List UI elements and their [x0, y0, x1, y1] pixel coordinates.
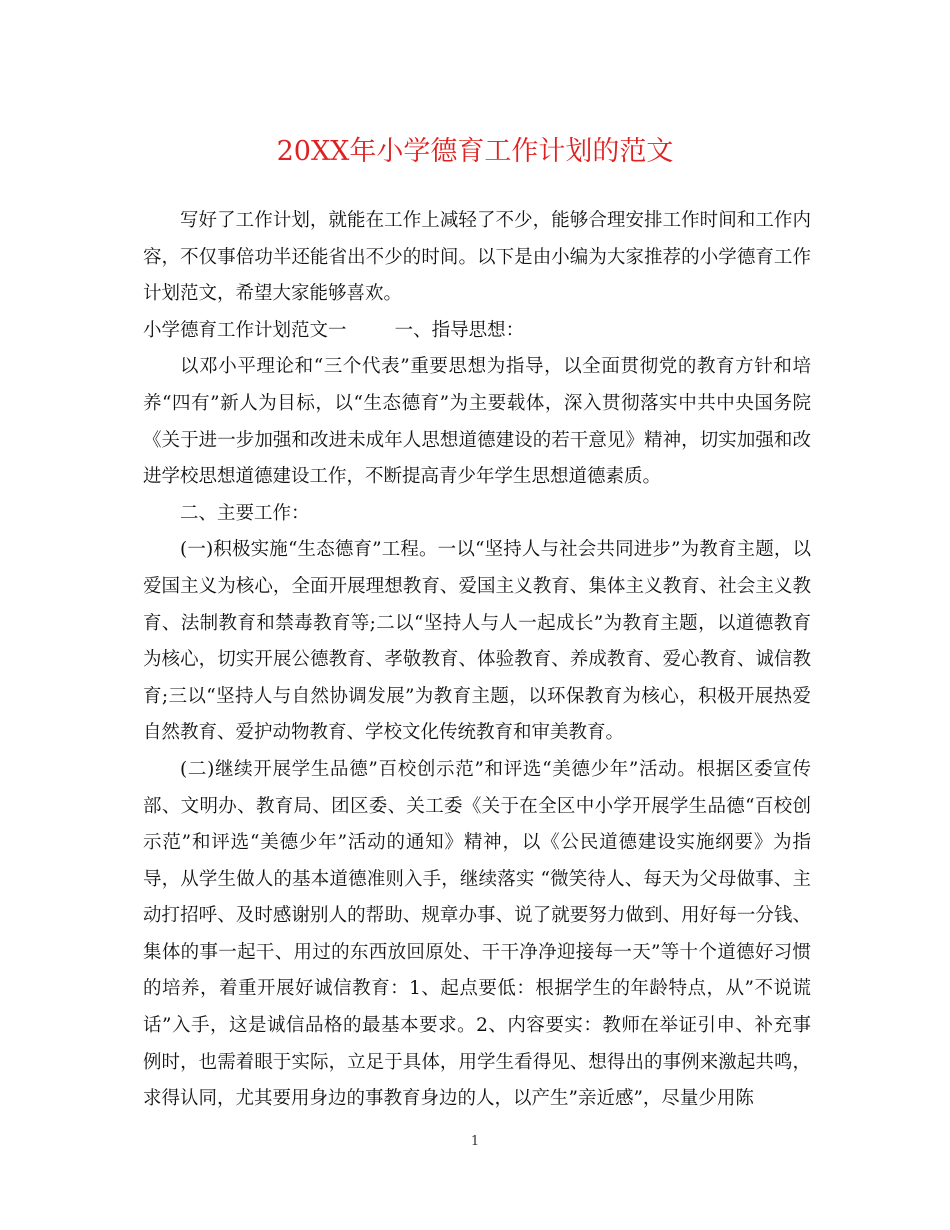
- section-label: 小学德育工作计划范文一: [143, 319, 347, 341]
- heading-main-work: 二、主要工作：: [180, 502, 310, 524]
- document-body: [143, 203, 811, 1118]
- guiding-ideology-paragraph: 以邓小平理论和“三个代表”重要思想为指导，以全面贯彻党的教育方针和培养“四有”新人为目标，以“生态德育”为主要载体，深入贯彻落实中共中央国务院《关于进一步加强和改进未成年人思想道德建设的若干意见》精神，切实加强和改进学校思想道德建设工作，不断提高青少年学生思想道德素质。: [143, 356, 811, 488]
- page-number: 1: [470, 1134, 480, 1149]
- intro-paragraph: 写好了工作计划，就能在工作上减轻了不少，能够合理安排工作时间和工作内容，不仅事倍功半还能省出不少的时间。以下是由小编为大家推荐的小学德育工作计划范文，希望大家能够喜欢。: [143, 210, 811, 305]
- heading-guiding-ideology: 一、指导思想：: [394, 319, 525, 341]
- section-line: [143, 313, 811, 350]
- document-title: 20XX年小学德育工作计划的范文: [276, 136, 674, 167]
- main-work-paragraph-1: (一)积极实施“生态德育”工程。一以“坚持人与社会共同进步”为教育主题，以爱国主义为核心，全面开展理想教育、爱国主义教育、集体主义教育、社会主义教育、法制教育和禁毒教育等;二以“坚持人与人一起成长”为教育主题，以道德教育为核心，切实开展公德教育、孝敬教育、体验教育、养成教育、爱心教育、诚信教育;三以“坚持人与自然协调发展”为教育主题，以环保教育为核心，积极开展热爱自然教育、爱护动物教育、学校文化传统教育和审美教育。: [143, 539, 811, 744]
- main-work-paragraph-2: (二)继续开展学生品德”百校创示范”和评选“美德少年”活动。根据区委宣传部、文明办、教育局、团区委、关工委《关于在全区中小学开展学生品德“百校创示范”和评选“美德少年”活动的通知》精神，以《公民道德建设实施纲要》为指导，从学生做人的基本道德准则入手，继续落实 “微笑待人、每天为父母做事、主动打招呼、及时感谢别人的帮助、规章办事、说了就要努力做到、用好每一分钱、集体的事一起干、用过的东西放回原处、干干净净迎接每一天”等十个道德好习惯的培养，着重开展好诚信教育：1、起点要低：根据学生的年龄特点，从”不说谎话”入手，这是诚信品格的最基本要求。2、内容要实：教师在举证引申、补充事例时，也需着眼于实际，立足于具体，用学生看得见、想得出的事例来激起共鸣，求得认同，尤其要用身边的事教育身边的人，以产生”亲近感”，尽量少用陈: [143, 758, 811, 1110]
